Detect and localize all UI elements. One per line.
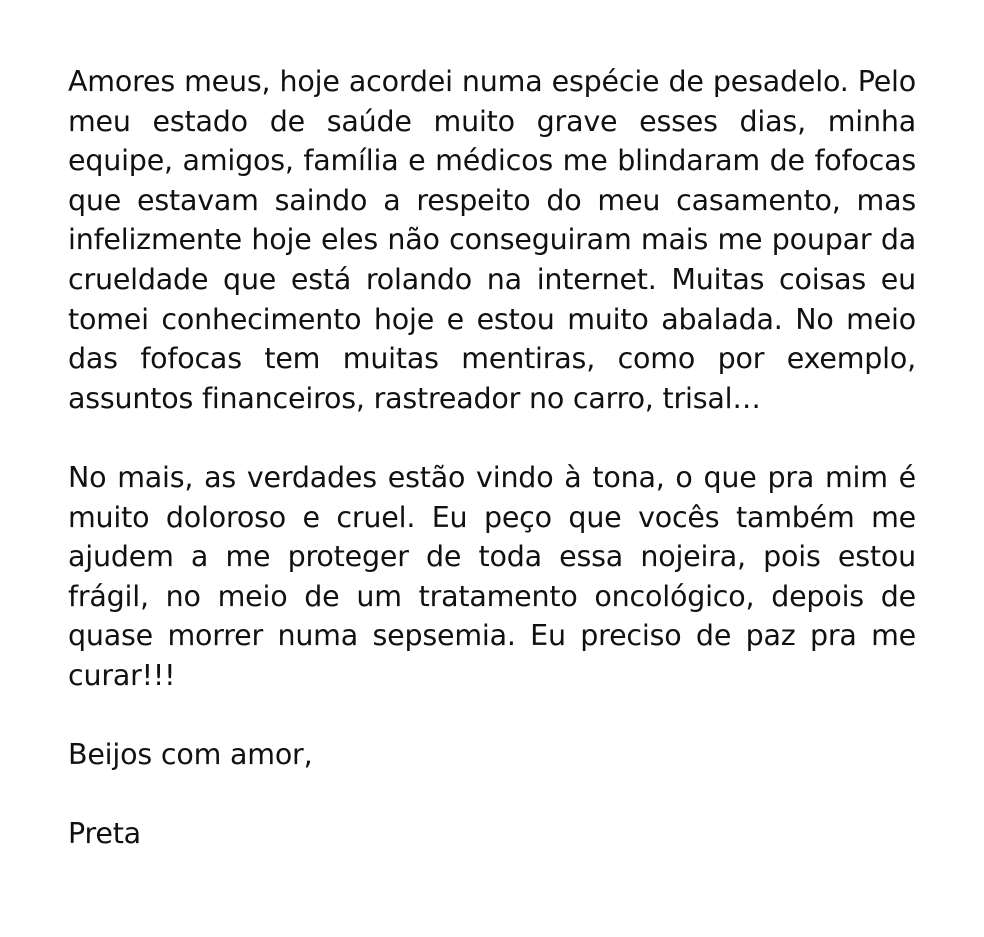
letter-signature: Preta — [68, 817, 141, 851]
letter-body — [68, 62, 916, 854]
letter-paragraph-1: Amores meus, hoje acordei numa espécie de pesadelo. Pelo meu estado de saúde muito grave esses dias, minha equipe, amigos, família e médicos me blindaram de fofocas que estavam saindo a respeito do meu casamento, mas infelizmente hoje eles não conseguiram mais me poupar da crueldade que está rolando na internet. Muitas coisas eu tomei conhecimento hoje e estou muito abalada. No meio das fofocas tem muitas mentiras, como por exemplo, assuntos financeiros, rastreador no carro, trisal… — [68, 65, 916, 415]
letter-paragraph-2: No mais, as verdades estão vindo à tona, o que pra mim é muito doloroso e cruel. Eu peço que vocês também me ajudem a me proteger de toda essa nojeira, pois estou frágil, no meio de um tratamento oncológico, depois de quase morrer numa sepsemia. Eu preciso de paz pra me curar!!! — [68, 460, 916, 692]
letter-closing: Beijos com amor, — [68, 738, 313, 772]
